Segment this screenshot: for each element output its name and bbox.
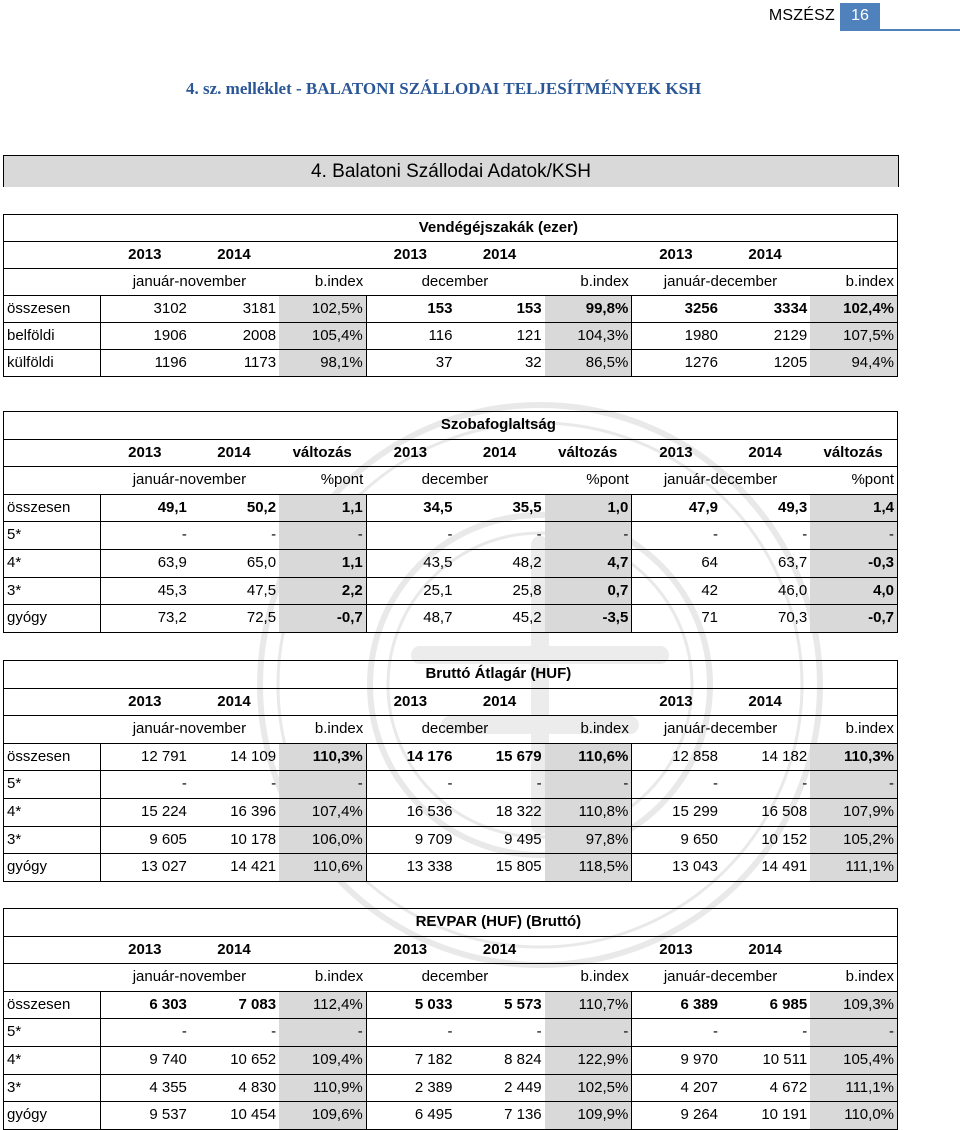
- year-header-cell: 2013: [366, 242, 455, 269]
- year-header-corner: [4, 439, 101, 467]
- table-cell: 99,8%: [545, 296, 632, 323]
- table-cell: 1205: [721, 350, 810, 377]
- table-cell: -: [721, 771, 810, 799]
- table-cell: 3334: [721, 296, 810, 323]
- table-cell: 110,8%: [545, 798, 632, 826]
- table-row: [4, 826, 898, 854]
- table-cell: 2008: [190, 323, 279, 350]
- period-header-cell: b.index: [810, 964, 897, 992]
- year-header-corner: [4, 936, 101, 964]
- page-number: 16: [840, 3, 880, 29]
- row-label: belföldi: [4, 323, 101, 350]
- row-label: 3*: [4, 826, 101, 854]
- year-header-cell: 2014: [455, 242, 544, 269]
- table-cell: 10 652: [190, 1046, 279, 1074]
- table-guest-nights: [3, 214, 898, 377]
- table-revpar: [3, 908, 898, 1130]
- table-cell: 121: [455, 323, 544, 350]
- table-cell: 10 191: [721, 1102, 810, 1130]
- period-header-cell: %pont: [545, 467, 632, 495]
- table-cell: 8 824: [455, 1046, 544, 1074]
- period-header-row: [4, 964, 898, 992]
- table-cell: 153: [366, 296, 455, 323]
- year-header-cell: 2013: [366, 936, 455, 964]
- table-cell: 35,5: [455, 494, 544, 522]
- table-cell: 65,0: [190, 549, 279, 577]
- row-label: 4*: [4, 549, 101, 577]
- table-cell: 72,5: [190, 605, 279, 633]
- year-header-cell: 2013: [101, 688, 190, 716]
- table-cell: 1173: [190, 350, 279, 377]
- table-cell: 25,1: [366, 577, 455, 605]
- table-cell: 16 396: [190, 798, 279, 826]
- period-header-cell: b.index: [279, 716, 366, 744]
- year-header-cell: 2014: [455, 936, 544, 964]
- period-header-cell: január-november: [101, 467, 279, 495]
- year-header-corner: [4, 688, 101, 716]
- period-header-cell: január-december: [632, 964, 810, 992]
- table-cell: 14 491: [721, 854, 810, 882]
- year-header-row: [4, 439, 898, 467]
- year-header-cell: [279, 242, 366, 269]
- table-cell: 3256: [632, 296, 721, 323]
- table-cell: 2,2: [279, 577, 366, 605]
- table-title-row: [4, 412, 898, 440]
- period-header-cell: december: [366, 467, 544, 495]
- table-cell: 1196: [101, 350, 190, 377]
- year-header-cell: 2014: [190, 242, 279, 269]
- year-header-cell: 2014: [190, 688, 279, 716]
- period-header-cell: december: [366, 269, 544, 296]
- table-cell: 110,9%: [279, 1074, 366, 1102]
- table-cell: 13 338: [366, 854, 455, 882]
- table-cell: 111,1%: [810, 854, 897, 882]
- table-cell: 105,4%: [810, 1046, 897, 1074]
- year-header-cell: változás: [810, 439, 897, 467]
- table-row: [4, 1102, 898, 1130]
- table-row: [4, 549, 898, 577]
- table-cell: 116: [366, 323, 455, 350]
- section-title: 4. Balatoni Szállodai Adatok/KSH: [3, 155, 899, 187]
- table-cell: 48,2: [455, 549, 544, 577]
- annex-heading: 4. sz. melléklet - BALATONI SZÁLLODAI TELJESÍTMÉNYEK KSH: [186, 79, 702, 98]
- table-cell: -: [101, 771, 190, 799]
- table-cell: 13 043: [632, 854, 721, 882]
- table-cell: 47,5: [190, 577, 279, 605]
- row-label: 5*: [4, 1019, 101, 1047]
- table-cell: 6 985: [721, 991, 810, 1019]
- table-cell: 47,9: [632, 494, 721, 522]
- table-cell: -0,7: [279, 605, 366, 633]
- period-header-cell: b.index: [810, 716, 897, 744]
- table-room-occupancy: [3, 411, 898, 633]
- table-cell: 14 176: [366, 743, 455, 771]
- table-cell: 109,9%: [545, 1102, 632, 1130]
- table-cell: 6 389: [632, 991, 721, 1019]
- table-cell: 10 152: [721, 826, 810, 854]
- table-cell: 102,4%: [810, 296, 897, 323]
- table-cell: 109,3%: [810, 991, 897, 1019]
- table-cell: 15 299: [632, 798, 721, 826]
- period-header-cell: január-december: [632, 467, 810, 495]
- table-cell: 49,1: [101, 494, 190, 522]
- table-cell: 14 109: [190, 743, 279, 771]
- table-row: [4, 1046, 898, 1074]
- table-cell: 153: [455, 296, 544, 323]
- table-cell: 18 322: [455, 798, 544, 826]
- table-row: [4, 350, 898, 377]
- year-header-cell: 2013: [101, 936, 190, 964]
- table-row: [4, 798, 898, 826]
- table-cell: -: [545, 1019, 632, 1047]
- row-label: összesen: [4, 296, 101, 323]
- row-label: gyógy: [4, 605, 101, 633]
- period-header-cell: b.index: [545, 964, 632, 992]
- table-row: [4, 323, 898, 350]
- year-header-cell: 2014: [190, 936, 279, 964]
- table-cell: 110,3%: [810, 743, 897, 771]
- year-header-row: [4, 936, 898, 964]
- period-header-row: [4, 716, 898, 744]
- table-cell: 97,8%: [545, 826, 632, 854]
- year-header-cell: [545, 936, 632, 964]
- year-header-cell: 2013: [632, 688, 721, 716]
- table-cell: -: [190, 1019, 279, 1047]
- table-cell: 94,4%: [810, 350, 897, 377]
- table-cell: 102,5%: [279, 296, 366, 323]
- period-header-cell: b.index: [545, 269, 632, 296]
- table-cell: -0,7: [810, 605, 897, 633]
- period-header-cell: január-november: [101, 964, 279, 992]
- table-cell: -: [545, 522, 632, 550]
- table-cell: 110,6%: [279, 854, 366, 882]
- table-cell: 107,4%: [279, 798, 366, 826]
- table-cell: 10 178: [190, 826, 279, 854]
- row-label: 5*: [4, 771, 101, 799]
- table-cell: 70,3: [721, 605, 810, 633]
- table-cell: 2 449: [455, 1074, 544, 1102]
- table-row: [4, 743, 898, 771]
- row-label: összesen: [4, 743, 101, 771]
- table-cell: -: [101, 1019, 190, 1047]
- table-cell: -: [366, 522, 455, 550]
- table-cell: -: [279, 771, 366, 799]
- table-cell: 5 033: [366, 991, 455, 1019]
- year-header-cell: 2013: [366, 439, 455, 467]
- table-cell: 105,4%: [279, 323, 366, 350]
- table-cell: 2 389: [366, 1074, 455, 1102]
- table-cell: 7 083: [190, 991, 279, 1019]
- table-cell: -: [632, 771, 721, 799]
- table-cell: 71: [632, 605, 721, 633]
- table-body: [4, 215, 898, 377]
- table-cell: -: [190, 771, 279, 799]
- year-header-cell: 2013: [632, 242, 721, 269]
- table-cell: 0,7: [545, 577, 632, 605]
- table-cell: 7 182: [366, 1046, 455, 1074]
- year-header-cell: [810, 936, 897, 964]
- table-row: [4, 771, 898, 799]
- table-cell: 9 605: [101, 826, 190, 854]
- year-header-cell: [279, 936, 366, 964]
- table-corner: [4, 215, 101, 242]
- table-cell: 14 182: [721, 743, 810, 771]
- year-header-cell: [545, 242, 632, 269]
- table-cell: 1980: [632, 323, 721, 350]
- table-cell: -: [366, 1019, 455, 1047]
- table-cell: 45,2: [455, 605, 544, 633]
- table-row: [4, 991, 898, 1019]
- table-cell: 34,5: [366, 494, 455, 522]
- period-header-cell: %pont: [810, 467, 897, 495]
- table-title-row: [4, 215, 898, 242]
- year-header-cell: 2013: [632, 439, 721, 467]
- table-cell: 4 672: [721, 1074, 810, 1102]
- year-header-cell: [279, 688, 366, 716]
- row-label: gyógy: [4, 854, 101, 882]
- table-cell: -: [455, 1019, 544, 1047]
- table-cell: 4 355: [101, 1074, 190, 1102]
- table-corner: [4, 661, 101, 689]
- table-cell: 10 454: [190, 1102, 279, 1130]
- table-cell: 4 830: [190, 1074, 279, 1102]
- table-cell: 9 740: [101, 1046, 190, 1074]
- table-cell: 42: [632, 577, 721, 605]
- year-header-cell: [810, 242, 897, 269]
- table-row: [4, 494, 898, 522]
- period-header-row: [4, 467, 898, 495]
- table-cell: 12 858: [632, 743, 721, 771]
- table-cell: -: [279, 522, 366, 550]
- table-cell: 63,7: [721, 549, 810, 577]
- table-cell: 9 495: [455, 826, 544, 854]
- year-header-cell: 2014: [721, 439, 810, 467]
- table-body: [4, 412, 898, 633]
- table-cell: 14 421: [190, 854, 279, 882]
- table-cell: 15 224: [101, 798, 190, 826]
- table-title: Szobafoglaltság: [101, 412, 898, 440]
- table-corner: [4, 412, 101, 440]
- table-cell: 6 303: [101, 991, 190, 1019]
- running-header-label: MSZÉSZ: [768, 7, 835, 24]
- table-cell: -: [810, 522, 897, 550]
- table-cell: 50,2: [190, 494, 279, 522]
- table-cell: -: [632, 522, 721, 550]
- table-cell: -: [455, 771, 544, 799]
- period-header-cell: január-november: [101, 269, 279, 296]
- table-cell: 110,0%: [810, 1102, 897, 1130]
- table-cell: 1906: [101, 323, 190, 350]
- table-cell: -3,5: [545, 605, 632, 633]
- period-header-cell: január-december: [632, 716, 810, 744]
- table-title-row: [4, 909, 898, 937]
- table-cell: 46,0: [721, 577, 810, 605]
- table-cell: 1276: [632, 350, 721, 377]
- table-cell: 106,0%: [279, 826, 366, 854]
- table-cell: 111,1%: [810, 1074, 897, 1102]
- table-cell: 118,5%: [545, 854, 632, 882]
- year-header-cell: 2014: [190, 439, 279, 467]
- table-cell: 110,3%: [279, 743, 366, 771]
- table-corner: [4, 909, 101, 937]
- period-header-cell: január-november: [101, 716, 279, 744]
- period-header-cell: b.index: [279, 269, 366, 296]
- table-cell: 104,3%: [545, 323, 632, 350]
- row-label: 3*: [4, 577, 101, 605]
- table-gross-average-price: [3, 660, 898, 882]
- table-cell: -: [632, 1019, 721, 1047]
- year-header-cell: 2014: [455, 688, 544, 716]
- table-cell: 45,3: [101, 577, 190, 605]
- table-cell: 12 791: [101, 743, 190, 771]
- period-header-cell: január-december: [632, 269, 810, 296]
- table-cell: -: [545, 771, 632, 799]
- table-cell: 86,5%: [545, 350, 632, 377]
- table-row: [4, 1074, 898, 1102]
- row-label: 5*: [4, 522, 101, 550]
- period-header-cell: december: [366, 716, 544, 744]
- table-cell: 32: [455, 350, 544, 377]
- table-cell: 43,5: [366, 549, 455, 577]
- table-title: REVPAR (HUF) (Bruttó): [101, 909, 898, 937]
- period-header-cell: %pont: [279, 467, 366, 495]
- table-cell: 105,2%: [810, 826, 897, 854]
- year-header-cell: [545, 688, 632, 716]
- table-cell: 48,7: [366, 605, 455, 633]
- table-cell: 4 207: [632, 1074, 721, 1102]
- table-cell: -0,3: [810, 549, 897, 577]
- year-header-cell: 2013: [632, 936, 721, 964]
- table-cell: 15 805: [455, 854, 544, 882]
- table-row: [4, 522, 898, 550]
- table-cell: 13 027: [101, 854, 190, 882]
- table-cell: 15 679: [455, 743, 544, 771]
- table-cell: -: [455, 522, 544, 550]
- row-label: összesen: [4, 494, 101, 522]
- table-cell: 107,5%: [810, 323, 897, 350]
- table-row: [4, 605, 898, 633]
- year-header-cell: 2014: [721, 936, 810, 964]
- table-cell: 4,0: [810, 577, 897, 605]
- table-cell: -: [721, 522, 810, 550]
- year-header-cell: 2014: [455, 439, 544, 467]
- row-label: külföldi: [4, 350, 101, 377]
- table-cell: 9 537: [101, 1102, 190, 1130]
- year-header-cell: 2014: [721, 688, 810, 716]
- table-cell: 9 970: [632, 1046, 721, 1074]
- table-cell: 110,6%: [545, 743, 632, 771]
- period-header-cell: b.index: [279, 964, 366, 992]
- row-label: 4*: [4, 798, 101, 826]
- table-cell: 5 573: [455, 991, 544, 1019]
- table-row: [4, 1019, 898, 1047]
- table-cell: 6 495: [366, 1102, 455, 1130]
- table-body: [4, 661, 898, 882]
- table-cell: -: [279, 1019, 366, 1047]
- table-row: [4, 854, 898, 882]
- table-cell: -: [366, 771, 455, 799]
- table-cell: 98,1%: [279, 350, 366, 377]
- row-label: 4*: [4, 1046, 101, 1074]
- row-label: összesen: [4, 991, 101, 1019]
- table-cell: 4,7: [545, 549, 632, 577]
- table-cell: 9 264: [632, 1102, 721, 1130]
- table-cell: 109,6%: [279, 1102, 366, 1130]
- period-header-cell: b.index: [545, 716, 632, 744]
- table-cell: 1,4: [810, 494, 897, 522]
- table-cell: 1,1: [279, 549, 366, 577]
- period-header-corner: [4, 964, 101, 992]
- table-cell: 16 508: [721, 798, 810, 826]
- period-header-corner: [4, 269, 101, 296]
- table-cell: 112,4%: [279, 991, 366, 1019]
- year-header-cell: 2013: [101, 439, 190, 467]
- header-rule: [840, 29, 960, 31]
- table-cell: -: [810, 771, 897, 799]
- year-header-row: [4, 688, 898, 716]
- table-row: [4, 577, 898, 605]
- period-header-corner: [4, 467, 101, 495]
- table-cell: 73,2: [101, 605, 190, 633]
- table-cell: 9 650: [632, 826, 721, 854]
- table-cell: 37: [366, 350, 455, 377]
- table-cell: 1,0: [545, 494, 632, 522]
- period-header-cell: december: [366, 964, 544, 992]
- table-cell: 64: [632, 549, 721, 577]
- table-cell: -: [190, 522, 279, 550]
- table-cell: -: [810, 1019, 897, 1047]
- table-title: Bruttó Átlagár (HUF): [101, 661, 898, 689]
- table-cell: 49,3: [721, 494, 810, 522]
- year-header-cell: [810, 688, 897, 716]
- year-header-cell: 2014: [721, 242, 810, 269]
- table-row: [4, 296, 898, 323]
- table-cell: 102,5%: [545, 1074, 632, 1102]
- table-cell: -: [721, 1019, 810, 1047]
- year-header-cell: változás: [279, 439, 366, 467]
- table-cell: -: [101, 522, 190, 550]
- table-cell: 3181: [190, 296, 279, 323]
- period-header-cell: b.index: [810, 269, 897, 296]
- table-title-row: [4, 661, 898, 689]
- year-header-cell: 2013: [101, 242, 190, 269]
- table-cell: 16 536: [366, 798, 455, 826]
- table-cell: 2129: [721, 323, 810, 350]
- year-header-cell: változás: [545, 439, 632, 467]
- table-cell: 63,9: [101, 549, 190, 577]
- row-label: gyógy: [4, 1102, 101, 1130]
- period-header-corner: [4, 716, 101, 744]
- table-cell: 10 511: [721, 1046, 810, 1074]
- year-header-row: [4, 242, 898, 269]
- table-cell: 25,8: [455, 577, 544, 605]
- table-cell: 1,1: [279, 494, 366, 522]
- row-label: 3*: [4, 1074, 101, 1102]
- table-body: [4, 909, 898, 1130]
- table-cell: 9 709: [366, 826, 455, 854]
- table-cell: 107,9%: [810, 798, 897, 826]
- table-cell: 3102: [101, 296, 190, 323]
- table-title: Vendégéjszakák (ezer): [101, 215, 898, 242]
- table-cell: 122,9%: [545, 1046, 632, 1074]
- year-header-cell: 2013: [366, 688, 455, 716]
- table-cell: 109,4%: [279, 1046, 366, 1074]
- period-header-row: [4, 269, 898, 296]
- table-cell: 7 136: [455, 1102, 544, 1130]
- year-header-corner: [4, 242, 101, 269]
- table-cell: 110,7%: [545, 991, 632, 1019]
